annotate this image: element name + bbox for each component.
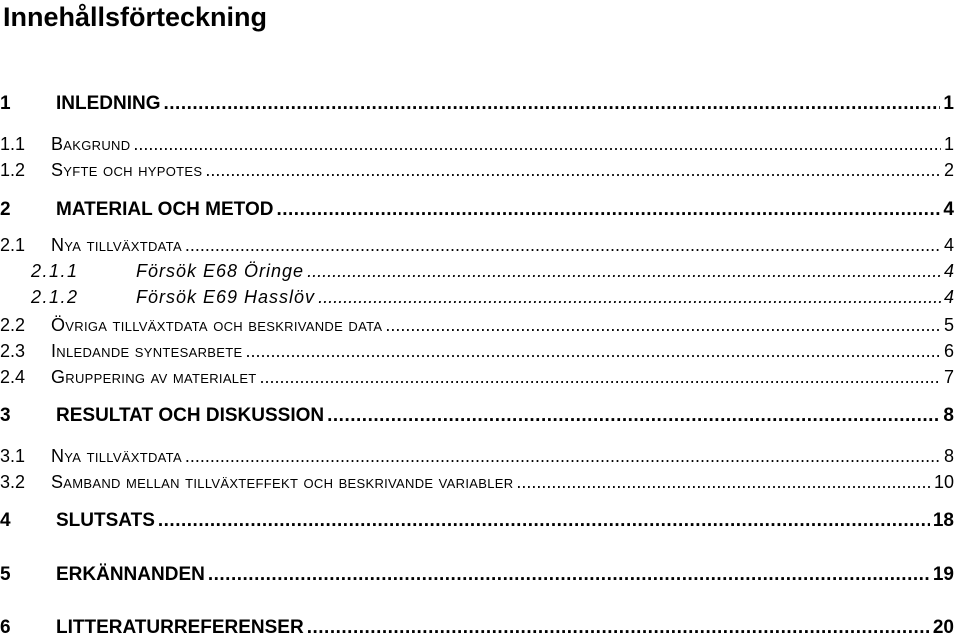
- toc-entry[interactable]: [0, 341, 954, 362]
- toc-entry-label: MATERIAL OCH METOD: [56, 199, 274, 220]
- toc-entry-label: Bakgrund: [51, 134, 131, 154]
- toc-entry-page: 8: [943, 446, 954, 466]
- dot-leader: [164, 93, 941, 115]
- toc-entry-page: 4: [943, 199, 954, 220]
- dot-leader: [133, 134, 941, 155]
- toc-entry-number: 2.3: [0, 341, 26, 361]
- dot-leader: [276, 199, 940, 221]
- toc-entry[interactable]: [0, 134, 954, 155]
- toc-entry[interactable]: [0, 287, 954, 308]
- toc-entry-label: INLEDNING: [56, 93, 161, 114]
- toc-entry[interactable]: [0, 472, 954, 493]
- toc-entry-page: 1: [943, 134, 954, 154]
- toc-entry-number: 4: [0, 510, 11, 531]
- toc-entry-label: SLUTSATS: [56, 510, 155, 531]
- toc-entry-page: 4: [943, 287, 954, 307]
- toc-entry-page: 2: [943, 160, 954, 180]
- toc-entry[interactable]: [0, 261, 954, 282]
- toc-entry[interactable]: [0, 446, 954, 467]
- toc-entry-number: 6: [0, 617, 11, 638]
- toc-entry[interactable]: [0, 405, 954, 427]
- toc-entry-number: 2: [0, 199, 11, 220]
- toc-entry[interactable]: [0, 367, 954, 388]
- toc-entry[interactable]: [0, 510, 954, 532]
- toc-entry-page: 4: [943, 261, 954, 281]
- toc-entry[interactable]: [0, 315, 954, 336]
- toc-entry-page: 7: [943, 367, 954, 387]
- toc-entry-number: 2.1.1: [31, 261, 79, 281]
- toc-entry-label: ERKÄNNANDEN: [56, 564, 205, 585]
- toc-entry-number: 3: [0, 405, 11, 426]
- toc-entry-label: Nya tillväxtdata: [51, 235, 182, 255]
- toc-entry-page: 5: [943, 315, 954, 335]
- toc-entry-label: Försök E69 Hasslöv: [136, 287, 316, 307]
- toc-entry-label: Syfte och hypotes: [51, 160, 203, 180]
- toc-entry-page: 20: [932, 617, 954, 638]
- toc-entry-number: 1.2: [0, 160, 26, 180]
- toc-entry-page: 4: [943, 235, 954, 255]
- toc-entry-label: Gruppering av materialet: [51, 367, 257, 387]
- dot-leader: [307, 261, 941, 282]
- toc-entry-number: 2.1.2: [31, 287, 79, 307]
- toc-entry-number: 3.2: [0, 472, 26, 492]
- toc-entry-number: 5: [0, 564, 11, 585]
- toc-entry-label: Samband mellan tillväxteffekt och beskrivande variabler: [51, 472, 514, 492]
- toc-entry-label: Inledande syntesarbete: [51, 341, 243, 361]
- dot-leader: [516, 472, 931, 493]
- dot-leader: [185, 235, 941, 256]
- toc-entry-number: 2.1: [0, 235, 26, 255]
- dot-leader: [307, 617, 930, 639]
- toc-entry-label: Försök E68 Öringe: [136, 261, 305, 281]
- toc-entry-label: Övriga tillväxtdata och beskrivande data: [51, 315, 383, 335]
- toc-entry[interactable]: [0, 93, 954, 115]
- toc-entry[interactable]: [0, 160, 954, 181]
- toc-entry-label: LITTERATURREFERENSER: [56, 617, 304, 638]
- dot-leader: [385, 315, 941, 336]
- toc-entry[interactable]: [0, 235, 954, 256]
- toc-entry-number: 3.1: [0, 446, 26, 466]
- toc-entry-page: 19: [932, 564, 954, 585]
- toc-title: Innehållsförteckning: [3, 2, 268, 32]
- dot-leader: [245, 341, 941, 362]
- toc-entry-number: 1: [0, 93, 11, 114]
- toc-entry-page: 18: [932, 510, 954, 531]
- dot-leader: [205, 160, 941, 181]
- toc-entry-label: Nya tillväxtdata: [51, 446, 182, 466]
- toc-entry-number: 2.4: [0, 367, 26, 387]
- dot-leader: [208, 564, 930, 586]
- toc-entry[interactable]: [0, 199, 954, 221]
- toc-entry-page: 10: [933, 472, 954, 492]
- toc-entry-number: 2.2: [0, 315, 26, 335]
- dot-leader: [260, 367, 941, 388]
- toc-entry[interactable]: [0, 564, 954, 586]
- toc-entry-number: 1.1: [0, 134, 26, 154]
- dot-leader: [327, 405, 940, 427]
- toc-entry-page: 6: [943, 341, 954, 361]
- toc-entry-page: 8: [943, 405, 954, 426]
- dot-leader: [318, 287, 941, 308]
- toc-entry-page: 1: [943, 93, 954, 114]
- dot-leader: [185, 446, 941, 467]
- dot-leader: [158, 510, 930, 532]
- toc-entry[interactable]: [0, 617, 954, 639]
- toc-entry-label: RESULTAT OCH DISKUSSION: [56, 405, 325, 426]
